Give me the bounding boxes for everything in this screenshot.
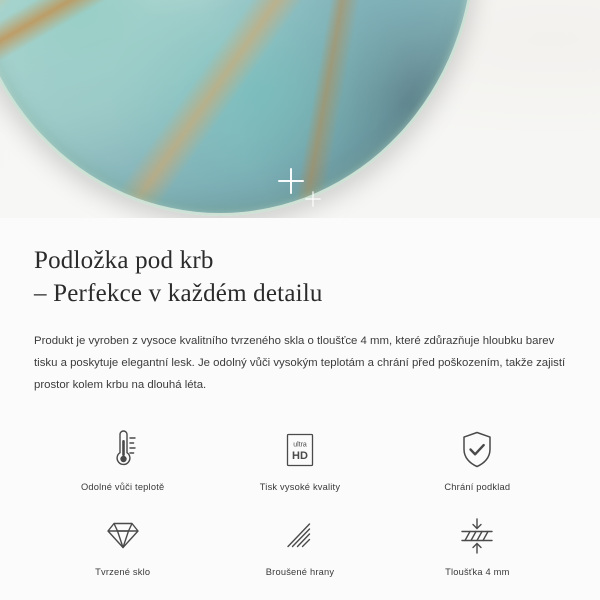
feature-item-thickness <box>389 508 566 579</box>
headline-line-1: Podložka pod krb <box>34 247 214 274</box>
feature-grid <box>34 423 566 579</box>
thermometer-icon <box>103 427 143 473</box>
feature-label: Tisk vysoké kvality <box>259 481 341 492</box>
svg-text:ultra: ultra <box>293 441 307 449</box>
content-area <box>0 218 600 579</box>
feature-label: Tloušťka 4 mm <box>445 566 510 577</box>
feature-label: Broušené hrany <box>265 566 335 577</box>
feature-item-tempered-glass <box>34 508 211 579</box>
polished-edges-icon <box>278 512 322 558</box>
feature-item-protection <box>389 423 566 494</box>
headline-line-2: – Perfekce v každém detailu <box>34 280 323 307</box>
feature-label: Chrání podklad <box>444 481 511 492</box>
shield-check-icon <box>456 427 498 473</box>
feature-label: Tvrzené sklo <box>95 566 151 577</box>
description-paragraph: Produkt je vyroben z vysoce kvalitního tvrzeného skla o tloušťce 4 mm, které zdůrazňuje hloubku barev tisku a poskytuje elegantní lesk. Je odolný vůči vysokým teplotám a chrání před poškozením, takže zajistí prostor kolem krbu na dlouhá léta. <box>34 335 566 392</box>
feature-label: Odolné vůči teplotě <box>80 481 165 492</box>
svg-text:HD: HD <box>292 449 308 462</box>
diamond-icon <box>101 512 145 558</box>
glass-board-image <box>0 0 476 216</box>
feature-item-polished-edges <box>211 508 388 579</box>
thickness-arrows-icon <box>454 512 500 558</box>
ultra-hd-icon <box>278 427 322 473</box>
feature-item-temperature <box>34 423 211 494</box>
hero-image <box>0 0 600 218</box>
feature-item-print-quality <box>211 423 388 494</box>
page-title <box>34 244 566 310</box>
